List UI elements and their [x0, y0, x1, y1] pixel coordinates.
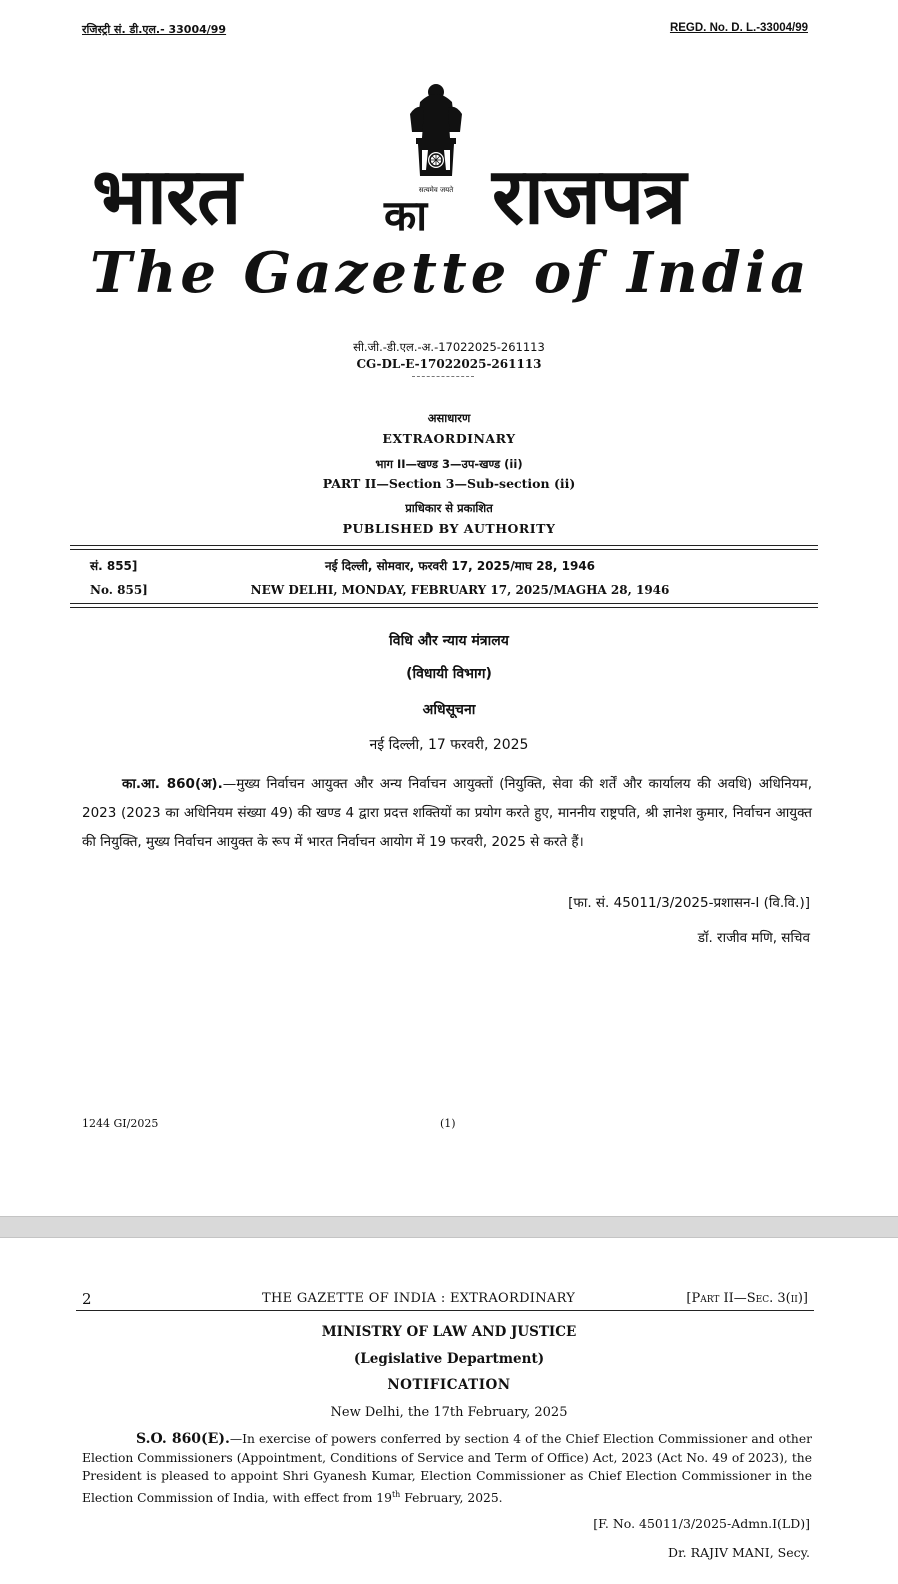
notification-body-english	[82, 1430, 812, 1507]
file-number-english: [F. No. 45011/3/2025-Admn.I(LD)]	[593, 1516, 810, 1531]
issue-number-hindi: सं. 855]	[90, 559, 138, 573]
body-text-english: —In exercise of powers conferred by section 4 of the Chief Election Commissioner and other Election Commissioners (Appointment, Conditions of Service and Term of Office) Act, 2023 (Act No. 49 of 2023), the President is pleased to appoint Shri Gyanesh Kumar, Election Commissioner as Chief Election Commissioner in the Election Commission of India, with effect from 19	[82, 1432, 812, 1505]
ministry-hindi: विधि और न्याय मंत्रालय	[389, 633, 509, 649]
masthead-title-hindi-rajpatra: राजपत्र	[492, 152, 686, 242]
issue-rule-top-1	[70, 545, 818, 546]
masthead-title-hindi-bharat: भारत	[92, 152, 241, 242]
notification-date-english: New Delhi, the 17th February, 2025	[330, 1405, 568, 1420]
issue-date-hindi: नई दिल्ली, सोमवार, फरवरी 17, 2025/माघ 28, 1946	[324, 559, 596, 573]
issue-rule-bottom-1	[70, 603, 818, 604]
masthead-title-english: The Gazette of India	[90, 240, 811, 306]
department-english: (Legislative Department)	[353, 1351, 545, 1367]
ministry-english: MINISTRY OF LAW AND JUSTICE	[321, 1324, 577, 1340]
published-by-authority-hindi: प्राधिकार से प्रकाशित	[405, 501, 493, 515]
signatory-hindi: डॉ. राजीव मणि, सचिव	[697, 930, 810, 946]
emblem-motto: सत्यमेव जयते	[418, 186, 454, 194]
so-number-english: S.O. 860(E).	[136, 1431, 230, 1447]
national-emblem-icon	[396, 80, 476, 202]
signatory-english: Dr. RAJIV MANI, Secy.	[668, 1545, 810, 1560]
cg-code-hindi: सी.जी.-डी.एल.-अ.-17022025-261113	[353, 340, 545, 354]
body-text-hindi: —मुख्य निर्वाचन आयुक्त और अन्य निर्वाचन आयुक्तों (नियुक्ति, सेवा की शर्तें और कार्यालय की अवधि) अधिनियम, 2023 (2023 का अधिनियम संख्या 49) की खण्ड 4 द्वारा प्रदत्त शक्तियों का प्रयोग करते हुए, माननीय राष्ट्रपति, श्री ज्ञानेश कुमार, निर्वाचन आयुक्त की नियुक्ति, मुख्य निर्वाचन आयुक्त के रूप में भारत निर्वाचन आयोग में 19 फरवरी, 2025 से करते हैं।	[82, 776, 812, 850]
footer-page-number: (1)	[440, 1117, 456, 1130]
published-by-authority-english: PUBLISHED BY AUTHORITY	[342, 521, 556, 536]
department-hindi: (विधायी विभाग)	[406, 666, 492, 682]
body-text-english-end: February, 2025.	[400, 1490, 503, 1505]
file-number-hindi: [फा. सं. 45011/3/2025-प्रशासन-I (वि.वि.)]	[568, 895, 810, 911]
part-section-hindi: भाग II—खण्ड 3—उप-खण्ड (ii)	[375, 457, 523, 471]
page2-number: 2	[82, 1290, 92, 1308]
page2-part-reference: [Part II—Sec. 3(ii)]	[686, 1291, 808, 1306]
code-underline	[412, 376, 474, 377]
body-superscript: th	[391, 1489, 401, 1499]
page2-running-head: THE GAZETTE OF INDIA : EXTRAORDINARY	[262, 1291, 576, 1306]
issue-date-english: NEW DELHI, MONDAY, FEBRUARY 17, 2025/MAGHA 28, 1946	[250, 583, 670, 597]
extraordinary-hindi: असाधारण	[427, 411, 471, 425]
notification-body-hindi	[82, 770, 812, 857]
page2-header-rule	[76, 1310, 814, 1311]
part-section-english: PART II—Section 3—Sub-section (ii)	[322, 476, 576, 491]
extraordinary-english: EXTRAORDINARY	[382, 431, 516, 446]
registration-number-english: REGD. No. D. L.-33004/99	[669, 22, 808, 34]
notification-heading-english: NOTIFICATION	[387, 1377, 511, 1393]
masthead-title-hindi-ka: का	[384, 191, 428, 240]
notification-date-hindi: नई दिल्ली, 17 फरवरी, 2025	[369, 737, 529, 753]
footer-print-code: 1244 GI/2025	[82, 1117, 159, 1130]
cg-code-english: CG-DL-E-17022025-261113	[356, 357, 542, 371]
registration-number-hindi: रजिस्ट्री सं. डी.एल.- 33004/99	[82, 23, 227, 36]
notification-heading-hindi: अधिसूचना	[422, 702, 476, 718]
issue-number-english: No. 855]	[90, 583, 148, 597]
so-number-hindi: का.आ. 860(अ).	[122, 776, 223, 792]
issue-rule-bottom-2	[70, 607, 818, 608]
page-separator	[0, 1216, 898, 1238]
issue-rule-top-2	[70, 549, 818, 550]
